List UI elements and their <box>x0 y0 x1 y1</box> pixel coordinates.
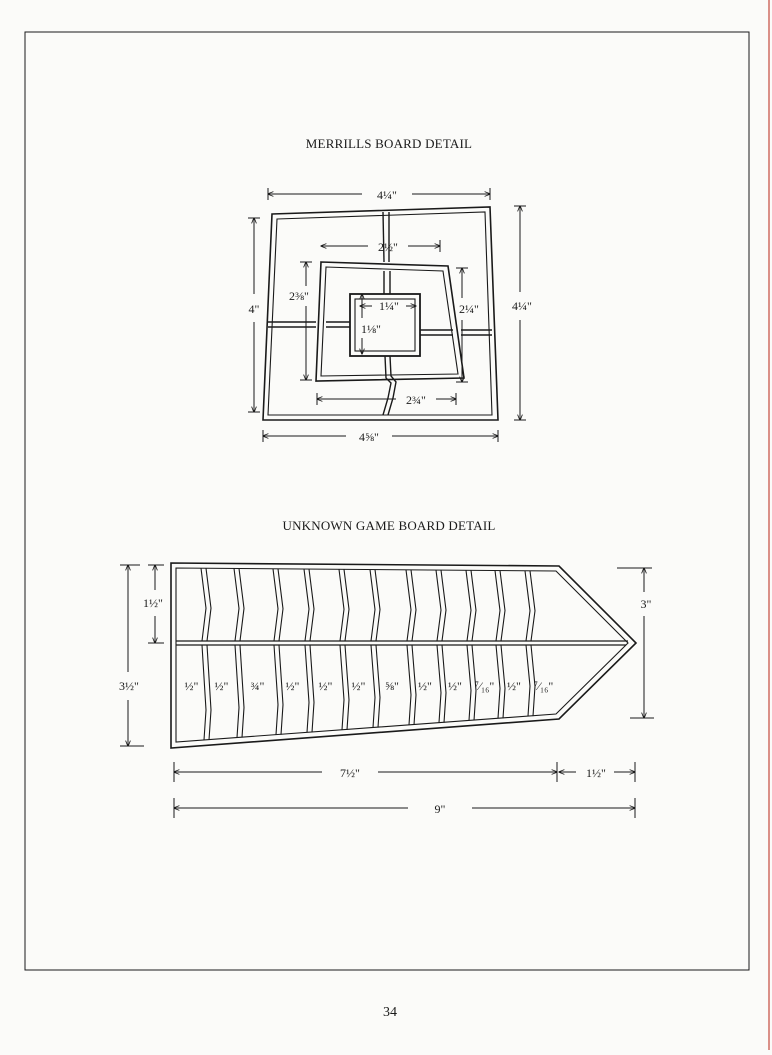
dim-total-length: 9" <box>434 802 446 816</box>
board-divider <box>273 569 283 735</box>
board-dividers <box>201 568 535 740</box>
dim-total-height: 3½" <box>119 679 139 693</box>
unknown-title: UNKNOWN GAME BOARD DETAIL <box>282 518 496 533</box>
board-divider <box>370 570 380 728</box>
board-divider <box>525 571 535 716</box>
spacing-label: ½" <box>184 679 199 693</box>
dim-inner-width: 1¼" <box>379 299 399 313</box>
dim-bottom-width: 4⅝" <box>359 430 379 444</box>
board-divider <box>436 570 446 723</box>
dim-middle-right-height: 2¼" <box>459 302 479 316</box>
spacing-label: ⁷⁄₁₆" <box>474 679 495 693</box>
spacing-label: ⅝" <box>385 679 399 693</box>
spacing-labels <box>185 679 554 693</box>
dim-middle-bottom-width: 2¾" <box>406 393 426 407</box>
spacing-label: ⁷⁄₁₆" <box>533 679 554 693</box>
board-divider <box>304 569 314 732</box>
dim-middle-left-height: 2⅜" <box>289 289 309 303</box>
board-divider <box>234 568 244 737</box>
dim-point-length: 1½" <box>586 766 606 780</box>
page-number: 34 <box>383 1005 397 1020</box>
spacing-label: ½" <box>448 679 462 693</box>
dim-inner-height: 1⅛" <box>361 322 381 336</box>
spacing-label: ½" <box>318 679 333 693</box>
spacing-label: ¾" <box>250 679 265 693</box>
dim-left-height: 4" <box>248 302 260 316</box>
merrills-board-diagram <box>248 136 532 444</box>
spacing-label: ½" <box>507 679 521 693</box>
board-divider <box>406 570 416 725</box>
merrills-dimensions <box>248 188 526 442</box>
spacing-label: ½" <box>285 679 300 693</box>
spacing-label: ½" <box>351 679 366 693</box>
spacing-label: ½" <box>214 679 229 693</box>
page-frame <box>25 32 749 970</box>
dim-middle-width: 2½" <box>378 240 398 254</box>
dim-point-height: 3" <box>640 597 652 611</box>
spacing-label: ½" <box>418 679 432 693</box>
board-divider <box>201 568 211 740</box>
dim-top-width: 4¼" <box>377 188 397 202</box>
dim-half-height: 1½" <box>143 596 163 610</box>
board-divider <box>339 569 349 730</box>
page-edge <box>768 0 770 1050</box>
unknown-game-board-diagram <box>119 518 654 818</box>
dim-right-height: 4¼" <box>512 299 532 313</box>
dim-body-length: 7½" <box>340 766 360 780</box>
merrills-title: MERRILLS BOARD DETAIL <box>305 136 473 151</box>
